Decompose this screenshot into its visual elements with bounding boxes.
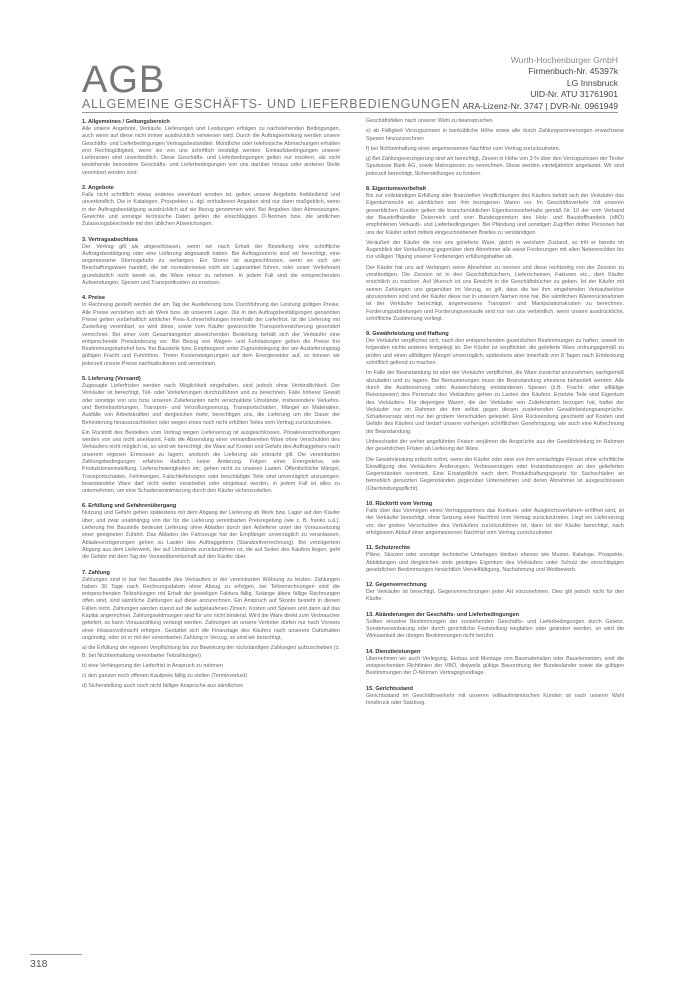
section-heading: 5. Lieferung (Versand): [82, 376, 141, 383]
section-paragraph: Übernehmen wir auch Verlegung, Einbau und Montage von Baumaterialien oder Bauelementen, sind die entsprechenden Richtlinien der VBÖ, diejweils gültige Bauordnung der Bundesländer sowie die gültigen Bestimmungen der Ö-Normen Vertragsgrundlage.: [366, 655, 624, 677]
terms-section: [366, 611, 624, 641]
section-paragraph: f) bei Nichteinhaltung einer angemessenen Nachfrist vom Vertrag zurückzutreten.: [366, 145, 561, 152]
section-paragraph: Ein Rücktritt des Bestellers vom Vertrag wegen Lieferverzug ist ausgeschlossen. Pönaleverschreibungen werden von uns nicht anerkannt. Falls die Absendung einer versandbereiten Ware ohne Verschulden des Verkäufers nicht möglich ist, so sind wir berechtigt, die Ware auf Kosten und Gefahr des Auftraggebers nach unserem eigenen Ermessen zu lagern, wodurch die Lieferung als erbracht gilt. Die vereinbarten Zahlungsbedingungen erfahren dadurch keine Änderung. Folgen einer Energiekrise, wie Produktionseinstellung, Lieferschwierigkeiten etc. gehen nicht zu unseren Lasten. Öffentlichliche Mängel, Transportschäden, Fehlmengen, Falschlieferungen oder beschädigte Teile sind unverzüglich anzuzeigen; beanstandete Ware darf nicht weiter verarbeitet oder eingebaut werden, in jedem Fall ist alles zu unternehmen, um eine Schadensminimierung durch den Käufer sicherzustellen.: [82, 429, 340, 495]
section-heading: 6. Erfüllung und Gefahrenübergang: [82, 503, 177, 510]
left-column: [82, 118, 340, 938]
company-license: ARA-Lizenz-Nr. 3747 | DVR-Nr. 0961949: [462, 100, 618, 111]
section-paragraph: Zahlungen sind in bar frei Baustelle des Verkäufers in der vereinbarten Währung zu leisten. Zahlungen haben 30 Tage nach Rechnungsdatum ohne Abzug zu erfolgen, bei Teilverrechnungen sind die entsprechenden Teilzahlungen mit Erhalt der jeweiligen Faktura fällig. Solange ältere fällige Rechnungen offen sind, sind sämtliche Zahlungen auf diese anzurechnen. Ein Anspruch auf Skonto besteht in diesen Fällen nicht. Zahlungen werden zuerst auf die aufgelaufenen Zinsen, Kosten und Spesen und dann auf das Kapital angerechnet. Zahlungswidmungen sind für uns nicht bindend. Wird die Ware direkt zum Verbraucher geliefert, so kann Vorauszahlung verlangt werden. Zahlungen an unsere Vertreter dürfen nur nach Vorweis einer Inkassovollmacht erfolgen. Gestattet sich die Finanzlage des Käufers nach unserem Dafürhalten ungünstig, oder ist er mit der vereinbarten Zahlung in Verzug, so sind wir berechtigt,: [82, 576, 340, 641]
section-heading: 15. Gerichtsstand: [366, 685, 413, 692]
terms-section: [82, 294, 340, 368]
section-heading: 4. Preise: [82, 295, 106, 302]
terms-section: [366, 648, 624, 678]
section-heading: 8. Eigentumsvorbehalt: [366, 186, 426, 193]
section-heading: 12. Gegenverrechnung: [366, 582, 427, 589]
page-title: AGB: [82, 59, 166, 101]
section-paragraph: Nutzung und Gefahr gehen spätestens mit dem Abgang der Lieferung ab Werk bzw. Lager auf den Käufer über, und zwar unabhängig von der für die Lieferung vereinbarten Preisregelung (wie z. B. franko u.ä.). Lieferung frei Baustelle bedeutet Lieferung ohne Abladen durch den Anlieferer unter der Voraussetzung einer geeigneten Zufahrt. Das Abladen der Fahrzeuge hat der Empfänger unverzüglich zu veranlassen, Abladeverzögerungen gehen zu Lasten des Auftraggebers (Standzeitverrechnung). Bei verzögertem Abgang aus dem Lieferwerk, der auf Umstände zurückzuführen ist, die auf Seiten des Käufers liegen, geht die Gefahr mit dem Tag der Versandbereitschaft auf den Käufer über.: [82, 510, 340, 561]
section-paragraph: Geschäftsfällen nach unserer Wahl zu beanspruchen: [366, 118, 493, 124]
section-heading: 7. Zahlung: [82, 569, 110, 576]
section-paragraph: Der Vertrag gilt als abgeschlossen, wenn wir nach Erhalt der Bestellung eine schriftliche Auftragsbestätigung oder eine Lieferung abgesandt haben. Bei Auftragsstorno sind wir berechtigt, eine angemessene Stornogebühr zu verlangen. Ein Storno ist ausgeschlossen, wenn es sich um Beschaffungsware handelt, die wir normalerweise nicht als Lagerartikel führen, oder unser Vorlieferant grundsätzlich nicht bereit ist, die Ware retour zu nehmen. In jedem Fall sind die entsprechenden Aufwendungen, Spesen und Transportkosten zu ersetzen.: [82, 243, 340, 287]
section-paragraph: Veräußert der Käufer die von uns gelieferte Ware, gleich in welchem Zustand, so tritt er bereits im Augenblick der Veräußerung gegenüber dem Abnehmer alle seine Forderungen mit allen Nebenrechten bis zur völligen Tilgung unserer Forderungen erfüllungshalber ab.: [366, 239, 624, 261]
company-court: LG Innsbruck: [566, 77, 618, 88]
terms-section: [82, 118, 340, 177]
section-paragraph: Der Verkäufer verpflichtet sich, nach den entsprechenden gesetzlichen Bestimmungen zu haften, soweit im folgenden nichts anderes festgelegt ist. Der Käufer ist verpflichtet, die gelieferte Ware ordnungsgemäß zu prüfen und einen allfälligen Mangel unverzüglich, spätestens aber innerhalb von 8 Tagen nach Entdeckung schriftlich geltend zu machen.: [366, 338, 624, 367]
header-divider: [82, 112, 618, 113]
footer-divider: [30, 954, 82, 955]
company-register: Firmenbuch-Nr. 45397k: [528, 66, 618, 77]
section-paragraph: Falls nicht schriftlich etwas anderes vereinbart worden ist, gelten unsere Angebote freibleibend und unverbindlich. Die in Katalogen, Prospekten u. dgl. enthaltenen Angaben sind nur dann maßgeblich, wenn in der Auftragsbestätigung ausdrücklich auf sie Bezug genommen wird. Bei Angaben über Abmessungen, Gewichte und sonstige technische Daten gelten die einschlägigen Ö-Normen bzw. die amtlichen Zulassungsbescheide mit den üblichen Abweichungen.: [82, 192, 340, 228]
terms-section: [366, 500, 624, 537]
company-info: [462, 55, 618, 112]
company-uid: UID-Nr. ATU 31761901: [530, 89, 618, 100]
section-paragraph: c) den ganzen noch offenen Kaufpreis fällig zu stellen (Terminverlust): [82, 673, 248, 680]
page-subtitle: ALLGEMEINE GESCHÄFTS- UND LIEFERBEDIENGUNGEN: [82, 97, 461, 111]
section-paragraph: b) eine Verlängerung der Lieferfrist in Anspruch zu nehmen: [82, 662, 223, 669]
section-paragraph: Pläne, Skizzen oder sonstige technische Unterlagen bleiben ebenso wie Muster, Kataloge, Prospekte, Abbildungen und dergleichen stets geistiges Eigentum des Verkäufers unter Schutz der einschlägigen gesetzlichen Bestimmungen hinsichtlich Vervielfältigung, Nachahmung und Wettbewerb.: [366, 552, 624, 573]
terms-section: [366, 118, 624, 178]
terms-section: [82, 375, 340, 495]
terms-section: [82, 569, 340, 691]
section-heading: 1. Allgemeines / Geltungsbereich: [82, 119, 170, 125]
section-heading: 2. Angebote: [82, 185, 114, 192]
right-column: [366, 118, 624, 938]
section-paragraph: Sollten einzelne Bestimmungen der vorstehenden Geschäfts- und Lieferbedingungen durch Gesetz, Sondervereinbarung oder durch gerichtliche Feststellung wegfallen oder geändert werden, so wird die Wirksamkeit der übrigen Bestimmungen nicht berührt.: [366, 618, 624, 640]
section-heading: 9. Gewährleistung und Haftung: [366, 331, 449, 338]
section-paragraph: In Rechnung gestellt werden die am Tag der Auslieferung bzw. Durchführung der Leistung gültigen Preise. Alle Preise verstehen sich ab Werk bzw. ab unserem Lager. Die in den Auftragsbestätigungen genannten Preise gelten vorbehaltlich amtlicher Preis-/Lohnerhöhungen innerhalb der Lieferfrist. Ist die Lieferung mit Zustellung vereinbart, so wird diese, sowie vom Käufer gewünschte Transportversicherung gesondert verrechnet. Bei einer vom Gesamtangebot abweichenden Bestellung behält sich der Verkäufer eine entsprechende Preisänderung vor. Bei Bezug von Wagen- und Fuhrladungen gelten die Preise frei Bestimmungsbahnhof bzw. frei Baustelle bzw. Empfangsort unter Zugrundelegung der am Auslieferungstag gültigen Fracht und Fuhrlöhne. Treten Kostensteigerungen auf dem Energiesektor auf, so können wir jederzeit unsere Preise nachkalkulieren und verrechnen.: [82, 302, 340, 367]
section-heading: 10. Rücktritt vom Vertrag: [366, 501, 433, 508]
section-paragraph: Zugesagte Lieferfristen werden nach Möglichkeit eingehalten, sind jedoch ohne Verbindlichkeit. Der Verkäufer ist berechtigt, Teil- oder Vorlieferungen durchzuführen und zu berechnen. Fälle höherer Gewalt oder sonstige von uns bzw. unseren Zulieferanten nicht verschuldete Umstände, insbesondere Verkehrs- und Betriebsstörungen, Transport- und Verzollungsverzug, Transportschäden, Mängel an Materialien, Ausfälle von Arbeitskräften und dergleichen mehr, berechtigen uns, die Lieferung um die Dauer der Behinderung hinauszuschieben oder wegen eines noch nicht erfüllten Teiles vom Vertrag zurückzutreten.: [82, 383, 340, 426]
section-paragraph: Alle unsere Angebote, Verkäufe, Lieferungen und Leistungen erfolgen zu nachstehenden Bedingungen, auch wenn auf diese nicht immer ausdrücklich verwiesen wird. Durch die Auftragserteilung werden unsere Geschäfts- und Lieferbedingungen Vertragsbestandteil. Mündliche oder telefonische Abmachungen erhalten erst Rechtsgültigkeit, wenn sie von uns schriftlich bestätigt werden. Einkaufsbedingungen unserer Lieferanten sind unverbindlich. Diese Geschäfts- und Lieferbedingungen gelten nur insofern, als nicht bestehende besondere Geschäfts- und Lieferbedingungen von uns darüber hinaus oder anderen Stelle vereinbart worden sind.: [82, 126, 340, 176]
section-paragraph: a) die Erfüllung der eigenen Verpflichtung bis zur Bewirkung der rückständigen Zahlungen aufzuschieben (z. B. bei Nichteinhaltung vereinbarter Teilzahlungen): [82, 645, 340, 659]
section-paragraph: Im Falle der Beanstandung ist aber der Verkäufer verpflichtet, die Ware zunächst anzunehmen, sachgemäß abzuladen und zu lagern. Bei Bemusterungen muss die Beanstandung ehestens behandelt werden. Alle durch die Ausbesserung oder Auswechslung entstandenen Spesen (z.B. Fracht- oder allfällige Reisespesen) des Personals des Verkäufers gehen zu Lasten des Käufers. Ersetzte Teile sind Eigentum des Verkäufers. Für diejenigen Waren, die der Verkäufer von Zulieferanten bezogen hat, haftet der Verkäufer nur im Rahmen der ihm selbst gegen diesen zustehenden Gewährleistungsansprüche. Schadenersatz wird nur bei grobem Verschulden geleistet. Eine Rücksendung geschieht auf Kosten und Gefahr des Käufers und bedarf unserer vorherigen schriftlichen Genehmigung, wie auch eine Aufrechnung der Beanstandung.: [366, 370, 624, 435]
terms-section: [366, 185, 624, 323]
company-name: Wurth-Hochenburger GmbH: [510, 55, 618, 65]
section-paragraph: Bis zur vollständigen Erfüllung aller finanziellen Verpflichtungen des Käufers behält sich der Verkäufer das Eigentumsrecht an sämtlichen von ihm bezogenen Waren vor. Im Geschäftsverkehr mit unseren gewerblichen Kunden gelten die branchenüblichen Eigentumsvorbehalte gemäß Nr. 10 der vom Verband der Baustoffhändler Österreich und vom Bundesgremium des Holz- und Baustoffhandels (vBÖ) empfohlenen Verkaufs- und Lieferbedingungen. Bei Pfändung und sonstigen Zugriffen dritter Personen hat uns der Käufer sofort mittels eingeschriebenen Briefes zu verständigen.: [366, 193, 624, 236]
section-paragraph: Falls über das Vermögen eines Vertragspartners das Konkurs- oder Ausgleichsverfahren eröffnet wird, ist der Verkäufer berechtigt, ohne Setzung einer Nachfrist vom Vertrag zurückzutreten. Liegt ein Lieferverzug vor, der grobes Verschulden des Verkäufers zurückzuführen ist, dann ist der Käufer berechtigt, nach erfolglosem Ablauf einer angemessenen Nachfrist vom Vertrag zurückzutreten.: [366, 508, 624, 536]
terms-section: [82, 184, 340, 228]
section-paragraph: Die Gewährleistung erlischt sofort, wenn der Käufer oder eine von ihm ermächtigte Person ohne schriftliche Einwilligung des Verkäufers Änderungen, Verbesserungen oder Instandsetzungen an den gelieferten Gegenständen vornimmt. Eine Ersatzpflicht nach dem Produkthaftungsgesetz für Sachschäden an betrieblich genutzten Gegenständen gegenüber Unternehmen und deren Abnehmer ist ausgeschlossen (Überbindungspflicht).: [366, 456, 624, 492]
section-paragraph: Der Käufer hat uns auf Verlangen seine Abnehmer zu nennen und diese rechtzeitig von der Zession zu verständigen. Die Zession ist in den Geschäftsbüchern, Lieferscheinen, Fakturen etc., dem Käufer ersichtlich zu machen. Auf Wunsch ist uns Einsicht in die Geschäftsbücher zu geben. Ist der Käufer mit seinen Zahlungen uns gegenüber im Verzug, so gilt, dass die bei ihm eingehenden Verkaufserlöse abzusondern sind und der Käufer diese nur in unserem Namen inne hat. Bei sämtlichen Warenrücknahmen ist der Verkäufer berechtigt, angemessene Transport- und Manipulationskosten zu berechnen. Forderungsabtretungen und Forderungsverkaufe sind nur von uns verbindlich, wenn unsere ausdrückliche, schriftliche Zustimmung vorliegt.: [366, 264, 624, 322]
section-heading: 11. Schutzrechte: [366, 545, 411, 552]
terms-section: [366, 685, 624, 708]
section-heading: 13. Abänderungen der Geschäfts- und Lieferbedingungen: [366, 611, 520, 618]
section-paragraph: Unbeschadet der vorher angeführten Fristen verjähren die Ansprüche aus der Gewährleistung im Rahmen der gesetzlichen Fristen ab Lieferung der Ware.: [366, 438, 624, 453]
terms-section: [366, 330, 624, 493]
section-heading: 3. Vertragsabschluss: [82, 236, 138, 243]
section-paragraph: Gerichtsstand im Geschäftsverkehr mit unseren vollkaufmännischen Kunden ist nach unserer Wahl Innsbruck oder Salzburg.: [366, 692, 624, 706]
terms-section: [82, 236, 340, 288]
section-paragraph: d) Sicherstellung auch noch nicht fälliger Ansprüche aus sämtlichen: [82, 683, 244, 690]
section-heading: 14. Dienstleistungen: [366, 648, 421, 655]
terms-section: [366, 544, 624, 574]
terms-section: [366, 581, 624, 604]
section-paragraph: e) ab Fälligkeit Verzugszinsen in bankübliche Höhe sowie alle durch Zahlungserinnerungen erwachsene Spesen hinzuzurechnen: [366, 128, 624, 142]
section-paragraph: Der Verkäufer ist berechtigt, Gegenverrechnungen jeder Art vorzunehmen. Dies gilt jedoch nicht für den Käufer.: [366, 589, 624, 603]
section-paragraph: g) Bei Zahlungsverzögerung sind wir berechtigt, Zinsen in Höhe von 3 % über den Verzugszinsen der Tiroler Sparkasse Bank AG, sowie Mahnspesen zu verrechnen. Diese werden vierteljährlich angelastet. Wir sind jederzeit berechtigt, Sicherstellungen zu fordern.: [366, 156, 624, 177]
page-number: 318: [30, 958, 48, 970]
terms-section: [82, 502, 340, 561]
